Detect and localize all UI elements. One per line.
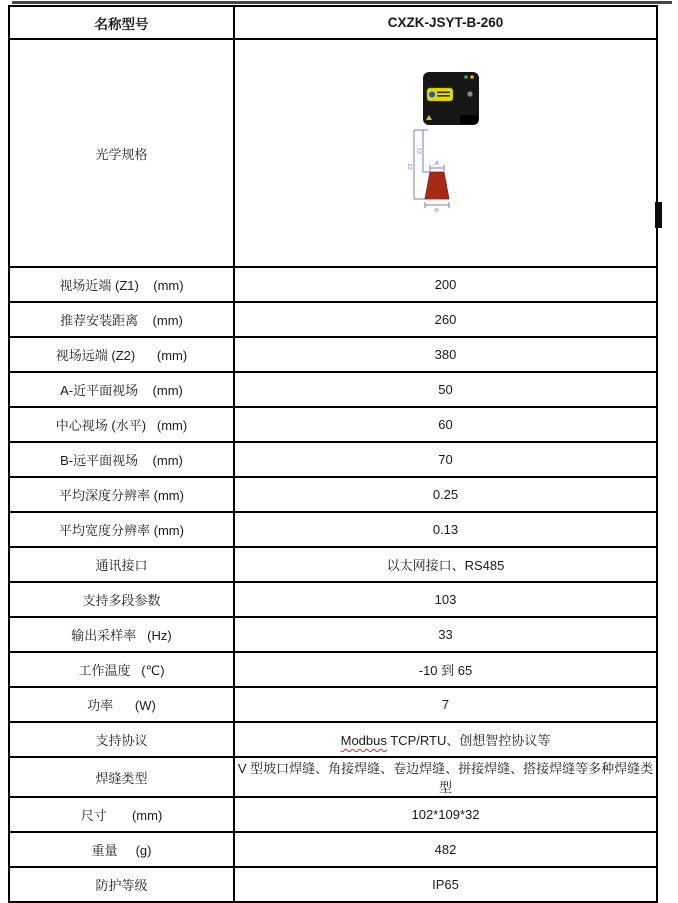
dim-label-a: A xyxy=(434,161,439,167)
dim-label-z2: Z2 xyxy=(407,163,414,170)
scrollbar-thumb[interactable] xyxy=(655,202,662,228)
spec-label-cell: 功率 (W) xyxy=(9,687,234,722)
table-row xyxy=(9,372,657,407)
table-row xyxy=(9,477,657,512)
optics-figure-cell xyxy=(234,39,657,267)
spec-value-cell: 103 xyxy=(234,582,657,617)
spec-label-cell: 工作温度 (℃) xyxy=(9,652,234,687)
spec-label-cell: 焊缝类型 xyxy=(9,757,234,797)
spec-label-cell: 重量 (g) xyxy=(9,832,234,867)
optics-label-cell: 光学规格 xyxy=(9,39,234,267)
table-row xyxy=(9,582,657,617)
table-row xyxy=(9,652,657,687)
led-yellow xyxy=(470,75,474,79)
spec-value-cell: 33 xyxy=(234,617,657,652)
table-row xyxy=(9,302,657,337)
spec-value-cell: V 型坡口焊缝、角接焊缝、卷边焊缝、拼接焊缝、搭接焊缝等多种焊缝类型 xyxy=(234,757,657,797)
spec-label-cell: A-近平面视场 (mm) xyxy=(9,372,234,407)
spec-value-cell: 200 xyxy=(234,267,657,302)
spec-table xyxy=(8,5,658,903)
spec-label-cell: B-远平面视场 (mm) xyxy=(9,442,234,477)
connector-dot xyxy=(467,91,472,96)
optics-diagram xyxy=(406,70,516,220)
spec-value-cell: 70 xyxy=(234,442,657,477)
header-row xyxy=(9,6,657,39)
top-rule xyxy=(12,1,672,4)
dim-label-z1: Z1 xyxy=(416,147,423,154)
spec-value-cell: 380 xyxy=(234,337,657,372)
led-green xyxy=(464,75,468,79)
spec-value-cell: IP65 xyxy=(234,867,657,902)
device-connector-band xyxy=(460,115,478,124)
optics-row xyxy=(9,39,657,267)
sensor-device-image xyxy=(423,72,479,125)
spec-value-cell: 0.25 xyxy=(234,477,657,512)
optics-figure xyxy=(235,70,656,236)
table-row xyxy=(9,757,657,797)
header-label-cell: 名称型号 xyxy=(9,6,234,39)
spec-label-cell: 支持多段参数 xyxy=(9,582,234,617)
logo-dot xyxy=(429,92,435,98)
spec-label-cell: 输出采样率 (Hz) xyxy=(9,617,234,652)
label-text-line xyxy=(437,95,450,97)
table-row xyxy=(9,617,657,652)
spec-value-cell: 60 xyxy=(234,407,657,442)
spec-label-cell: 尺寸 (mm) xyxy=(9,797,234,832)
table-row xyxy=(9,797,657,832)
spec-label-cell: 平均宽度分辨率 (mm) xyxy=(9,512,234,547)
fov-trapezoid xyxy=(425,172,449,199)
spec-value-cell: 7 xyxy=(234,687,657,722)
spec-value-cell: 50 xyxy=(234,372,657,407)
spec-value-cell: 0.13 xyxy=(234,512,657,547)
spellcheck-word: Modbus xyxy=(340,733,387,748)
dim-label-b: B xyxy=(434,208,439,214)
table-row xyxy=(9,442,657,477)
table-row xyxy=(9,687,657,722)
spec-value-cell: 102*109*32 xyxy=(234,797,657,832)
spec-label-cell: 视场近端 (Z1) (mm) xyxy=(9,267,234,302)
label-text-line xyxy=(437,92,450,94)
header-value-cell: CXZK-JSYT-B-260 xyxy=(234,6,657,39)
spec-value-cell: 482 xyxy=(234,832,657,867)
spec-table-body xyxy=(9,6,657,902)
table-row xyxy=(9,337,657,372)
table-row xyxy=(9,407,657,442)
spec-value-cell xyxy=(234,722,657,757)
table-row xyxy=(9,267,657,302)
spec-value-cell: 以太网接口、RS485 xyxy=(234,547,657,582)
table-row xyxy=(9,512,657,547)
table-row xyxy=(9,867,657,902)
table-row xyxy=(9,547,657,582)
spec-value-cell: -10 到 65 xyxy=(234,652,657,687)
spec-label-cell: 视场远端 (Z2) (mm) xyxy=(9,337,234,372)
value-text: TCP/RTU、创想智控协议等 xyxy=(386,733,551,748)
spec-value-cell: 260 xyxy=(234,302,657,337)
spec-label-cell: 通讯接口 xyxy=(9,547,234,582)
spec-label-cell: 中心视场 (水平) (mm) xyxy=(9,407,234,442)
table-row xyxy=(9,832,657,867)
spec-label-cell: 防护等级 xyxy=(9,867,234,902)
spec-label-cell: 支持协议 xyxy=(9,722,234,757)
spec-label-cell: 推荐安装距离 (mm) xyxy=(9,302,234,337)
spec-label-cell: 平均深度分辨率 (mm) xyxy=(9,477,234,512)
table-row xyxy=(9,722,657,757)
